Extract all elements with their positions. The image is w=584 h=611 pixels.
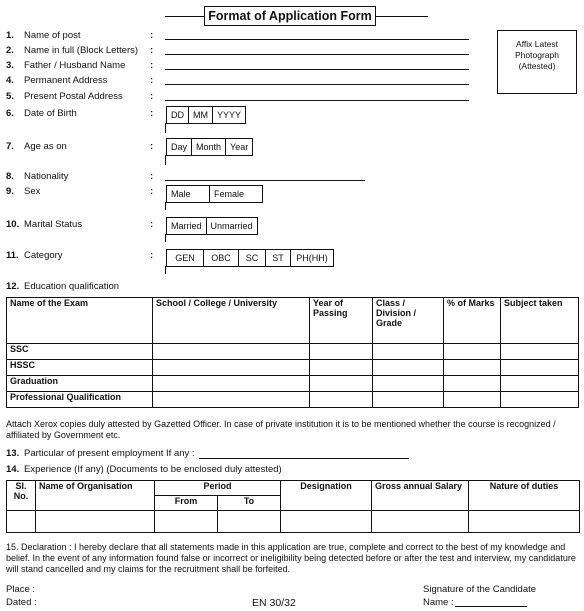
edu-cell[interactable] [310,392,373,408]
exp-col-from: From [155,496,218,511]
title-rule-right [376,16,428,17]
field-num-3: 3. [6,60,14,71]
age-boxes[interactable] [166,138,253,156]
colon: : [150,219,154,230]
full-name-input[interactable] [165,54,469,55]
age-tick [165,155,166,165]
exp-col-to: To [218,496,281,511]
age-day[interactable]: Day [167,139,192,155]
field-num-8: 8. [6,171,14,182]
category-sc[interactable]: SC [239,250,266,266]
table-row [7,344,579,360]
age-month[interactable]: Month [192,139,226,155]
nationality-input[interactable] [165,180,365,181]
edu-cell[interactable] [153,392,310,408]
name-input[interactable] [455,606,527,607]
education-header-row [7,298,579,344]
edu-cell[interactable] [310,376,373,392]
exp-col-duties: Nature of duties [469,481,580,511]
title-rule-left [165,16,204,17]
sex-male[interactable]: Male [167,186,210,202]
category-gen[interactable]: GEN [167,250,204,266]
marital-unmarried[interactable]: Unmarried [210,221,253,231]
father-name-input[interactable] [165,69,469,70]
field-label-employment: Particular of present employment If any : [24,448,195,459]
exp-cell[interactable] [7,511,36,533]
field-num-11: 11. [6,250,19,261]
edu-cell[interactable] [373,360,444,376]
field-num-10: 10. [6,219,20,230]
category-ph[interactable]: PH(HH) [296,253,328,263]
edu-col-class: Class / Division / Grade [373,298,444,344]
edu-cell[interactable] [373,344,444,360]
edu-col-school: School / College / University [153,298,310,344]
edu-cell[interactable] [153,360,310,376]
field-num-9: 9. [6,186,14,197]
field-label-age: Age as on [24,141,67,152]
exp-col-designation: Designation [281,481,372,511]
marital-tick [165,234,166,242]
attach-note: Attach Xerox copies duly attested by Gazetted Officer. In case of private institution it is to be mentioned whether the course is recognized / affiliated by Government etc. [6,419,556,440]
edu-cell[interactable] [501,376,579,392]
sex-female[interactable]: Female [214,189,245,199]
sex-tick [165,202,166,210]
field-label-permanent-address: Permanent Address [24,75,108,86]
exp-col-org: Name of Organisation [36,481,155,511]
photo-box [497,30,577,94]
document-code: EN 30/32 [252,597,296,609]
field-label-education: Education qualification [24,281,120,292]
sex-boxes[interactable] [166,185,263,203]
exp-col-sl: Sl. No. [7,481,36,511]
edu-col-year: Year of Passing [310,298,373,344]
edu-cell[interactable] [501,344,579,360]
field-label-name-of-post: Name of post [24,30,81,41]
edu-cell[interactable] [153,376,310,392]
category-boxes[interactable] [166,249,334,267]
marital-married[interactable]: Married [167,218,207,234]
category-st[interactable]: ST [266,250,291,266]
exp-col-period: Period [155,481,281,496]
edu-cell[interactable] [501,392,579,408]
field-num-13: 13. [6,448,20,459]
colon: : [150,75,154,86]
edu-row-ssc: SSC [7,344,153,360]
signature-label: Signature of the Candidate [423,584,537,595]
edu-cell[interactable] [153,344,310,360]
colon: : [150,91,154,102]
colon: : [150,186,154,197]
marital-boxes[interactable] [166,217,258,235]
form-title: Format of Application Form [204,6,376,26]
colon: : [150,108,154,119]
field-label-father-name: Father / Husband Name [24,60,126,71]
edu-cell[interactable] [444,392,501,408]
colon: : [150,30,154,41]
edu-row-professional: Professional Qualification [7,392,153,408]
dob-boxes[interactable] [166,106,246,124]
field-num-1: 1. [6,30,14,41]
dob-yyyy[interactable]: YYYY [217,110,242,120]
field-label-sex: Sex [24,186,41,197]
photo-text-2: Photograph [515,50,559,60]
field-num-2: 2. [6,45,14,56]
photo-text-3: (Attested) [518,61,556,71]
employment-input[interactable] [199,458,409,459]
edu-col-marks: % of Marks [444,298,501,344]
exp-cell[interactable] [155,511,218,533]
edu-cell[interactable] [444,360,501,376]
education-table [6,297,579,408]
dob-tick [165,123,166,133]
place-label: Place : [6,584,36,595]
photo-text-1: Affix Latest [516,39,558,49]
field-label-category: Category [24,250,63,261]
dob-mm[interactable]: MM [189,107,213,123]
permanent-address-input[interactable] [165,84,469,85]
field-label-full-name: Name in full (Block Letters) [24,45,139,56]
exp-cell[interactable] [218,511,281,533]
field-label-dob: Date of Birth [24,108,77,119]
edu-col-exam: Name of the Exam [7,298,153,344]
experience-header-row [7,481,580,496]
dated-label: Dated : [6,597,37,608]
field-label-marital: Marital Status [24,219,83,230]
exp-col-salary: Gross annual Salary [372,481,469,511]
edu-col-subject: Subject taken [501,298,579,344]
edu-cell[interactable] [310,344,373,360]
field-num-14: 14. [6,464,20,475]
field-num-4: 4. [6,75,14,86]
edu-cell[interactable] [310,360,373,376]
edu-cell[interactable] [501,360,579,376]
colon: : [150,171,154,182]
colon: : [150,60,154,71]
category-obc[interactable]: OBC [204,250,239,266]
table-row [7,360,579,376]
field-label-nationality: Nationality [24,171,69,182]
field-num-5: 5. [6,91,14,102]
age-year[interactable]: Year [230,142,249,152]
declaration-text: 15. Declaration : I hereby declare that all statements made in this application are true, complete and correct to the best of my knowledge and belief. In the event of any information found false or incorrect or ineligibility being detected before or after the test and interview, my candidature will stand cancelled and my claims for the recruitment shall be forfeited. [6,542,576,574]
field-label-postal-address: Present Postal Address [24,91,123,102]
field-num-7: 7. [6,141,14,152]
colon: : [150,250,154,261]
exp-cell[interactable] [281,511,372,533]
experience-table [6,480,580,533]
field-label-experience: Experience (If any) (Documents to be enclosed duly attested) [24,464,282,475]
table-row [7,392,579,408]
name-label: Name : [423,597,454,608]
exp-cell[interactable] [372,511,469,533]
field-num-6: 6. [6,108,14,119]
colon: : [150,141,154,152]
table-row [7,511,580,533]
edu-cell[interactable] [373,376,444,392]
name-of-post-input[interactable] [165,39,469,40]
field-num-12: 12. [6,281,20,292]
postal-address-input[interactable] [165,100,469,101]
dob-dd[interactable]: DD [167,107,189,123]
edu-cell[interactable] [444,376,501,392]
table-row [7,376,579,392]
colon: : [150,45,154,56]
edu-row-hssc: HSSC [7,360,153,376]
edu-cell[interactable] [373,392,444,408]
exp-cell[interactable] [469,511,580,533]
exp-cell[interactable] [36,511,155,533]
edu-cell[interactable] [444,344,501,360]
edu-row-graduation: Graduation [7,376,153,392]
category-tick [165,266,166,274]
